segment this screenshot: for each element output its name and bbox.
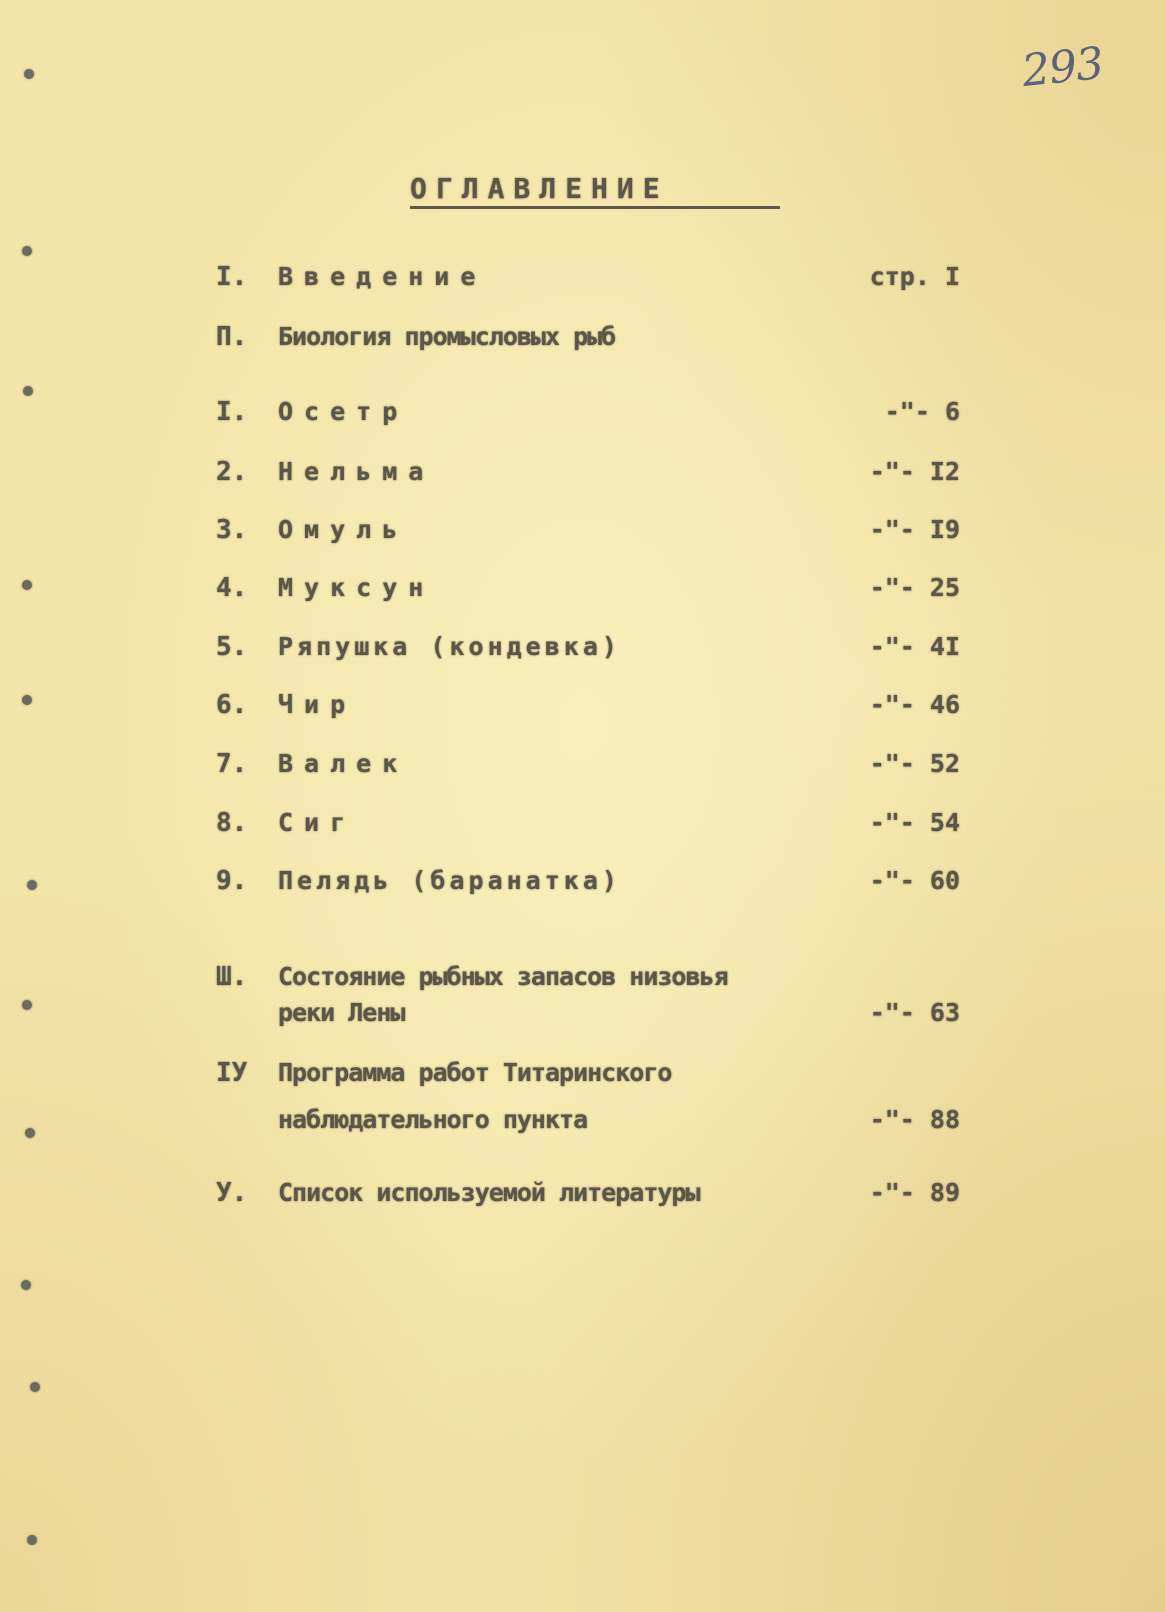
punch-hole (27, 880, 37, 890)
entry-label: Омуль (278, 515, 409, 544)
entry-page: -"- 88 (869, 1105, 960, 1134)
entry-label-line-2: реки Лены (278, 998, 405, 1027)
entry-number: 9. (216, 866, 248, 896)
entry-label: Биология промысловых рыб (278, 322, 616, 351)
entry-number: Ш. (216, 962, 248, 992)
entry-page: -"- 25 (869, 573, 960, 602)
entry-label: Введение (278, 262, 487, 291)
entry-page: -"- 60 (869, 866, 960, 895)
punch-hole (22, 246, 32, 256)
entry-number: 4. (216, 573, 248, 603)
entry-label: Муксун (278, 573, 435, 602)
entry-label-line-2: наблюдательного пункта (278, 1105, 588, 1134)
entry-page: -"- 89 (869, 1178, 960, 1207)
punch-hole (27, 1535, 37, 1545)
entry-number: П. (216, 322, 248, 352)
entry-label: Валек (278, 749, 409, 778)
entry-number: 6. (216, 690, 248, 720)
page-title: ОГЛАВЛЕНИЕ (410, 173, 780, 209)
entry-number: 7. (216, 749, 248, 779)
entry-label: Ряпушка (кондевка) (278, 632, 621, 661)
entry-page: -"- 4I (869, 632, 960, 661)
entry-number: 5. (216, 632, 248, 662)
punch-hole (30, 1382, 40, 1392)
entry-number: I. (216, 397, 248, 427)
entry-number: 3. (216, 515, 248, 545)
entry-page: стр. I (869, 262, 960, 291)
entry-page: -"- 52 (869, 749, 960, 778)
entry-page: -"- 46 (869, 690, 960, 719)
entry-label: Сиг (278, 808, 357, 837)
entry-number: I. (216, 262, 248, 292)
punch-hole (23, 386, 33, 396)
entry-page: -"- I2 (869, 457, 960, 486)
entry-label-line-1: Программа работ Титаринского (278, 1058, 672, 1087)
entry-label: Осетр (278, 397, 409, 426)
entry-label: Список используемой литературы (278, 1178, 700, 1207)
entry-label: Нельма (278, 457, 435, 486)
entry-number: 8. (216, 808, 248, 838)
entry-page: -"- 63 (869, 998, 960, 1027)
entry-number: У. (216, 1178, 248, 1208)
entry-label-line-1: Состояние рыбных запасов низовья (278, 962, 728, 991)
punch-hole (24, 69, 34, 79)
entry-number: IУ (216, 1058, 248, 1088)
entry-label: Чир (278, 690, 357, 719)
folio-number: 293 (1019, 37, 1106, 98)
entry-page: -"- 6 (884, 397, 960, 426)
entry-page: -"- 54 (869, 808, 960, 837)
punch-hole (22, 695, 32, 705)
punch-hole (22, 1000, 32, 1010)
entry-label: Пелядь (баранатка) (278, 866, 621, 895)
entry-page: -"- I9 (869, 515, 960, 544)
punch-hole (21, 1280, 31, 1290)
punch-hole (25, 1128, 35, 1138)
punch-hole (22, 580, 32, 590)
entry-number: 2. (216, 457, 248, 487)
